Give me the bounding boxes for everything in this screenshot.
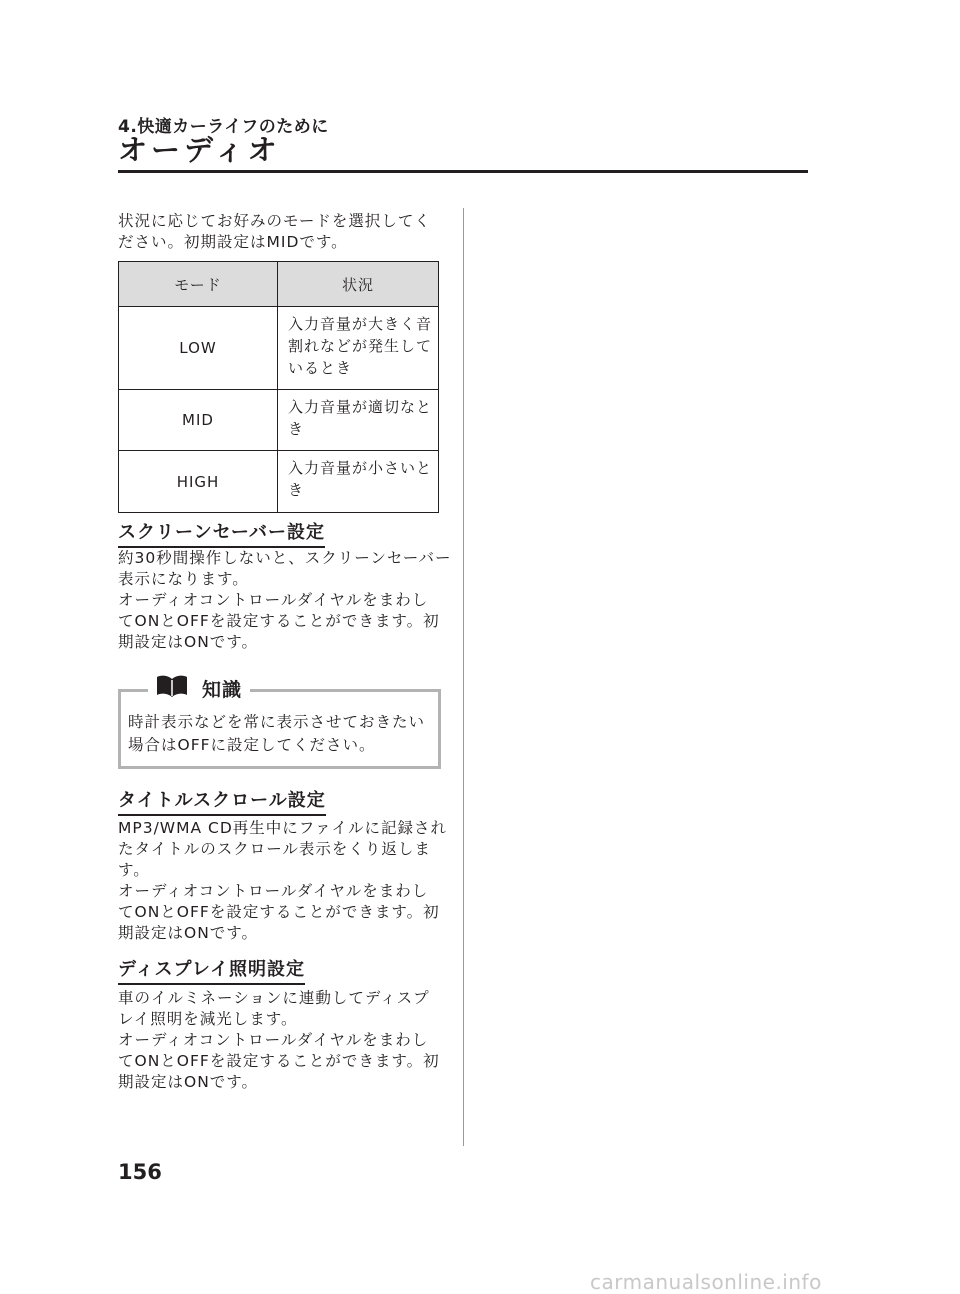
body-line: 車のイルミネーションに連動してディスプ: [118, 989, 430, 1007]
table-row: [119, 451, 439, 513]
note-label: [148, 674, 250, 702]
table-row: [119, 307, 439, 390]
screensaver-paragraph: [118, 548, 452, 653]
situation-line: き: [288, 420, 305, 438]
chapter-label: 4.快適カーライフのために: [118, 117, 329, 137]
situation-line: 割れなどが発生して: [288, 337, 433, 355]
title-scroll-paragraph: [118, 818, 447, 944]
page-title: オーディオ: [118, 133, 281, 167]
intro-line: ださい。初期設定はMIDです。: [118, 233, 348, 251]
body-line: レイ照明を減光します。: [118, 1010, 298, 1028]
body-line: す。: [118, 861, 150, 879]
mode-cell: HIGH: [119, 451, 278, 513]
mode-cell: MID: [119, 390, 278, 451]
mode-table: [118, 261, 439, 513]
body-line: 期設定はONです。: [118, 633, 259, 651]
note-title: 知識: [202, 678, 243, 701]
table-header-situation: 状況: [278, 262, 439, 307]
body-line: てONとOFFを設定することができます。初: [118, 1052, 440, 1070]
book-icon: [156, 674, 188, 702]
intro-paragraph: [118, 211, 440, 253]
screensaver-heading: スクリーンセーバー設定: [118, 518, 325, 548]
title-rule: [118, 170, 808, 173]
body-line: 表示になります。: [118, 570, 249, 588]
situation-cell: [278, 390, 439, 451]
situation-cell: [278, 451, 439, 513]
note-text: [128, 711, 425, 757]
situation-line: き: [288, 481, 305, 499]
body-line: MP3/WMA CD再生中にファイルに記録され: [118, 819, 447, 837]
body-line: 期設定はONです。: [118, 1073, 259, 1091]
body-line: 約30秒間操作しないと、スクリーンセーバー: [118, 549, 452, 567]
situation-line: 入力音量が小さいと: [288, 459, 433, 477]
body-line: てONとOFFを設定することができます。初: [118, 612, 440, 630]
body-line: たタイトルのスクロール表示をくり返しま: [118, 840, 431, 858]
mode-cell: LOW: [119, 307, 278, 390]
situation-line: いるとき: [288, 359, 353, 377]
body-line: オーディオコントロールダイヤルをまわし: [118, 591, 429, 609]
table-header-mode: モード: [119, 262, 278, 307]
table-row: [119, 390, 439, 451]
body-line: オーディオコントロールダイヤルをまわし: [118, 1031, 429, 1049]
note-line: 時計表示などを常に表示させておきたい: [128, 713, 426, 731]
table-header-row: [119, 262, 439, 307]
page-number: 156: [118, 1160, 162, 1184]
display-dimming-paragraph: [118, 988, 440, 1093]
situation-line: 入力音量が適切なと: [288, 398, 433, 416]
situation-line: 入力音量が大きく音: [288, 315, 433, 333]
body-line: オーディオコントロールダイヤルをまわし: [118, 882, 429, 900]
intro-line: 状況に応じてお好みのモードを選択してく: [118, 212, 431, 230]
display-dimming-heading: ディスプレイ照明設定: [118, 955, 305, 985]
body-line: 期設定はONです。: [118, 924, 259, 942]
watermark: carmanualsonline.info: [590, 1270, 822, 1294]
situation-cell: [278, 307, 439, 390]
column-separator: [463, 208, 464, 1146]
title-scroll-heading: タイトルスクロール設定: [118, 786, 326, 816]
note-line: 場合はOFFに設定してください。: [128, 736, 376, 754]
body-line: てONとOFFを設定することができます。初: [118, 903, 440, 921]
